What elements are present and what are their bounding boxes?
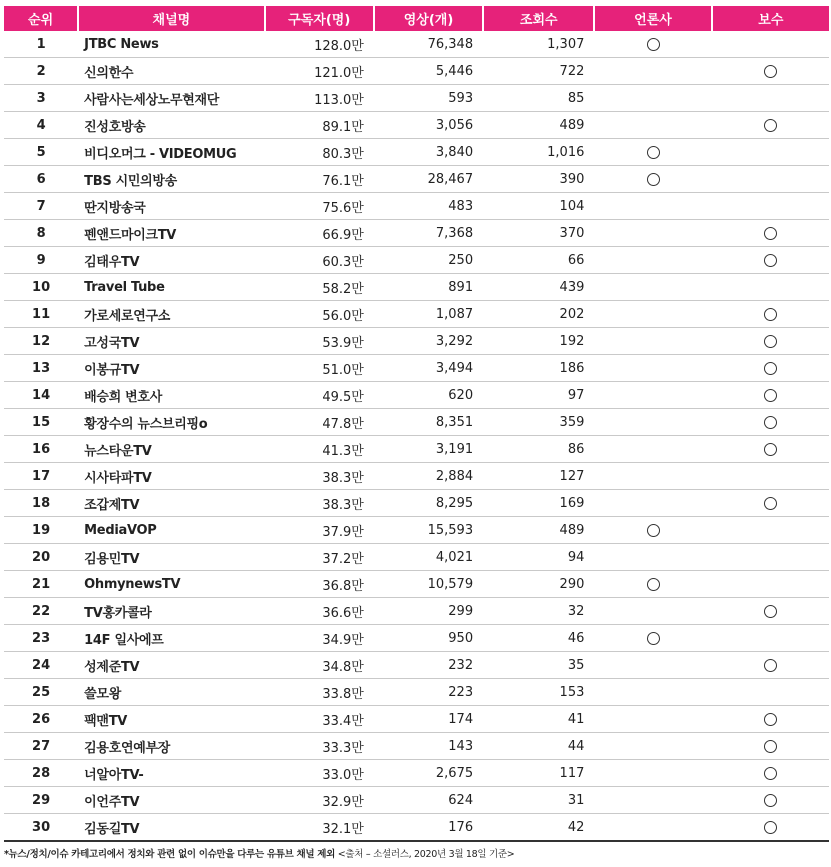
- row-channel-name: 이봉규TV: [78, 355, 264, 382]
- row-videos: 28,467: [374, 166, 483, 193]
- table-row: [4, 733, 829, 760]
- row-videos: 3,191: [374, 436, 483, 463]
- row-rank: 23: [4, 625, 78, 652]
- table-row: [4, 625, 829, 652]
- row-videos: 1,087: [374, 301, 483, 328]
- table-row: [4, 85, 829, 112]
- row-conservative-flag: [712, 490, 829, 517]
- row-press-flag: [594, 490, 711, 517]
- circle-mark-icon: [647, 632, 660, 645]
- footnote: [4, 846, 514, 860]
- row-rank: 9: [4, 247, 78, 274]
- table-row: [4, 787, 829, 814]
- row-rank: 7: [4, 193, 78, 220]
- row-subscribers: 66.9만: [265, 220, 374, 247]
- row-channel-name: 성제준TV: [78, 652, 264, 679]
- row-videos: 15,593: [374, 517, 483, 544]
- row-videos: 593: [374, 85, 483, 112]
- row-press-flag: [594, 328, 711, 355]
- row-rank: 30: [4, 814, 78, 842]
- table-row: [4, 679, 829, 706]
- row-press-flag: [594, 112, 711, 139]
- table-row: [4, 382, 829, 409]
- row-subscribers: 36.8만: [265, 571, 374, 598]
- row-rank: 27: [4, 733, 78, 760]
- row-conservative-flag: [712, 679, 829, 706]
- row-subscribers: 32.9만: [265, 787, 374, 814]
- row-videos: 4,021: [374, 544, 483, 571]
- row-rank: 1: [4, 31, 78, 58]
- row-conservative-flag: [712, 274, 829, 301]
- row-conservative-flag: [712, 31, 829, 58]
- row-videos: 232: [374, 652, 483, 679]
- row-videos: 143: [374, 733, 483, 760]
- row-conservative-flag: [712, 247, 829, 274]
- table-row: [4, 166, 829, 193]
- row-channel-name: 뉴스타운TV: [78, 436, 264, 463]
- row-views: 290: [483, 571, 594, 598]
- row-views: 42: [483, 814, 594, 842]
- row-views: 31: [483, 787, 594, 814]
- row-rank: 6: [4, 166, 78, 193]
- row-channel-name: 김태우TV: [78, 247, 264, 274]
- table-body: [4, 31, 829, 841]
- row-channel-name: MediaVOP: [78, 517, 264, 544]
- row-views: 104: [483, 193, 594, 220]
- row-rank: 24: [4, 652, 78, 679]
- row-subscribers: 89.1만: [265, 112, 374, 139]
- row-videos: 250: [374, 247, 483, 274]
- row-views: 489: [483, 517, 594, 544]
- circle-mark-icon: [764, 821, 777, 834]
- row-videos: 8,295: [374, 490, 483, 517]
- row-conservative-flag: [712, 409, 829, 436]
- row-conservative-flag: [712, 652, 829, 679]
- row-channel-name: OhmynewsTV: [78, 571, 264, 598]
- table-row: [4, 490, 829, 517]
- row-conservative-flag: [712, 706, 829, 733]
- circle-mark-icon: [764, 254, 777, 267]
- row-subscribers: 76.1만: [265, 166, 374, 193]
- row-videos: 174: [374, 706, 483, 733]
- row-rank: 20: [4, 544, 78, 571]
- row-press-flag: [594, 382, 711, 409]
- row-views: 722: [483, 58, 594, 85]
- row-videos: 7,368: [374, 220, 483, 247]
- row-channel-name: 쓸모왕: [78, 679, 264, 706]
- row-subscribers: 33.3만: [265, 733, 374, 760]
- row-views: 97: [483, 382, 594, 409]
- row-views: 117: [483, 760, 594, 787]
- row-subscribers: 36.6만: [265, 598, 374, 625]
- row-press-flag: [594, 598, 711, 625]
- table-row: [4, 247, 829, 274]
- row-subscribers: 33.0만: [265, 760, 374, 787]
- row-views: 94: [483, 544, 594, 571]
- row-channel-name: 김용민TV: [78, 544, 264, 571]
- row-press-flag: [594, 193, 711, 220]
- row-press-flag: [594, 31, 711, 58]
- table-row: [4, 544, 829, 571]
- row-subscribers: 75.6만: [265, 193, 374, 220]
- row-press-flag: [594, 814, 711, 842]
- row-conservative-flag: [712, 571, 829, 598]
- row-rank: 10: [4, 274, 78, 301]
- row-rank: 19: [4, 517, 78, 544]
- row-press-flag: [594, 652, 711, 679]
- row-views: 370: [483, 220, 594, 247]
- row-views: 192: [483, 328, 594, 355]
- row-rank: 29: [4, 787, 78, 814]
- row-views: 1,307: [483, 31, 594, 58]
- row-channel-name: 시사타파TV: [78, 463, 264, 490]
- row-conservative-flag: [712, 436, 829, 463]
- row-subscribers: 49.5만: [265, 382, 374, 409]
- row-conservative-flag: [712, 112, 829, 139]
- row-videos: 620: [374, 382, 483, 409]
- row-conservative-flag: [712, 463, 829, 490]
- row-channel-name: TBS 시민의방송: [78, 166, 264, 193]
- footnote-source: <출처 – 소셜러스, 2020년 3월 18일 기준>: [337, 849, 515, 860]
- row-subscribers: 128.0만: [265, 31, 374, 58]
- row-conservative-flag: [712, 733, 829, 760]
- row-rank: 16: [4, 436, 78, 463]
- circle-mark-icon: [764, 605, 777, 618]
- row-conservative-flag: [712, 301, 829, 328]
- table-row: [4, 409, 829, 436]
- header-conservative: 보수: [712, 6, 829, 31]
- channel-ranking-table: [4, 6, 829, 842]
- row-subscribers: 41.3만: [265, 436, 374, 463]
- header-rank: 순위: [4, 6, 78, 31]
- table-row: [4, 112, 829, 139]
- table-header: [4, 6, 829, 31]
- row-conservative-flag: [712, 58, 829, 85]
- row-subscribers: 33.8만: [265, 679, 374, 706]
- table-row: [4, 193, 829, 220]
- row-views: 32: [483, 598, 594, 625]
- table-row: [4, 274, 829, 301]
- row-subscribers: 33.4만: [265, 706, 374, 733]
- row-videos: 299: [374, 598, 483, 625]
- row-channel-name: 비디오머그 - VIDEOMUG: [78, 139, 264, 166]
- row-rank: 18: [4, 490, 78, 517]
- row-conservative-flag: [712, 193, 829, 220]
- table-row: [4, 220, 829, 247]
- table-row: [4, 598, 829, 625]
- row-videos: 223: [374, 679, 483, 706]
- table-row: [4, 652, 829, 679]
- table-row: [4, 517, 829, 544]
- row-views: 186: [483, 355, 594, 382]
- row-press-flag: [594, 679, 711, 706]
- row-channel-name: 팩맨TV: [78, 706, 264, 733]
- row-rank: 14: [4, 382, 78, 409]
- row-conservative-flag: [712, 760, 829, 787]
- row-conservative-flag: [712, 814, 829, 842]
- row-press-flag: [594, 85, 711, 112]
- row-views: 86: [483, 436, 594, 463]
- row-videos: 3,292: [374, 328, 483, 355]
- circle-mark-icon: [764, 227, 777, 240]
- row-views: 85: [483, 85, 594, 112]
- circle-mark-icon: [647, 578, 660, 591]
- row-subscribers: 121.0만: [265, 58, 374, 85]
- row-subscribers: 53.9만: [265, 328, 374, 355]
- row-views: 41: [483, 706, 594, 733]
- row-videos: 2,675: [374, 760, 483, 787]
- row-videos: 891: [374, 274, 483, 301]
- row-views: 202: [483, 301, 594, 328]
- row-rank: 26: [4, 706, 78, 733]
- row-channel-name: Travel Tube: [78, 274, 264, 301]
- row-rank: 17: [4, 463, 78, 490]
- row-subscribers: 32.1만: [265, 814, 374, 842]
- row-subscribers: 38.3만: [265, 490, 374, 517]
- row-press-flag: [594, 301, 711, 328]
- row-press-flag: [594, 166, 711, 193]
- circle-mark-icon: [764, 308, 777, 321]
- row-press-flag: [594, 760, 711, 787]
- header-press: 언론사: [594, 6, 711, 31]
- circle-mark-icon: [764, 659, 777, 672]
- row-videos: 76,348: [374, 31, 483, 58]
- row-subscribers: 80.3만: [265, 139, 374, 166]
- row-channel-name: JTBC News: [78, 31, 264, 58]
- row-subscribers: 58.2만: [265, 274, 374, 301]
- row-channel-name: 14F 일사에프: [78, 625, 264, 652]
- row-conservative-flag: [712, 598, 829, 625]
- row-videos: 483: [374, 193, 483, 220]
- row-views: 1,016: [483, 139, 594, 166]
- table-row: [4, 301, 829, 328]
- row-videos: 176: [374, 814, 483, 842]
- row-channel-name: 배승희 변호사: [78, 382, 264, 409]
- header-subscribers: 구독자(명): [265, 6, 374, 31]
- circle-mark-icon: [647, 38, 660, 51]
- row-videos: 3,056: [374, 112, 483, 139]
- circle-mark-icon: [764, 794, 777, 807]
- table-row: [4, 328, 829, 355]
- row-conservative-flag: [712, 166, 829, 193]
- row-rank: 22: [4, 598, 78, 625]
- table-row: [4, 814, 829, 842]
- row-subscribers: 37.2만: [265, 544, 374, 571]
- row-channel-name: 김동길TV: [78, 814, 264, 842]
- row-videos: 10,579: [374, 571, 483, 598]
- row-press-flag: [594, 247, 711, 274]
- circle-mark-icon: [647, 146, 660, 159]
- row-rank: 25: [4, 679, 78, 706]
- row-press-flag: [594, 58, 711, 85]
- row-press-flag: [594, 733, 711, 760]
- row-conservative-flag: [712, 544, 829, 571]
- row-rank: 5: [4, 139, 78, 166]
- row-channel-name: 진성호방송: [78, 112, 264, 139]
- circle-mark-icon: [764, 740, 777, 753]
- row-videos: 5,446: [374, 58, 483, 85]
- row-views: 439: [483, 274, 594, 301]
- row-views: 169: [483, 490, 594, 517]
- circle-mark-icon: [764, 416, 777, 429]
- row-conservative-flag: [712, 328, 829, 355]
- row-views: 35: [483, 652, 594, 679]
- row-views: 127: [483, 463, 594, 490]
- row-views: 359: [483, 409, 594, 436]
- circle-mark-icon: [647, 524, 660, 537]
- circle-mark-icon: [764, 713, 777, 726]
- header-channel-name: 채널명: [78, 6, 264, 31]
- row-videos: 624: [374, 787, 483, 814]
- circle-mark-icon: [764, 389, 777, 402]
- circle-mark-icon: [764, 335, 777, 348]
- circle-mark-icon: [764, 497, 777, 510]
- row-videos: 3,494: [374, 355, 483, 382]
- row-conservative-flag: [712, 382, 829, 409]
- row-views: 66: [483, 247, 594, 274]
- row-views: 153: [483, 679, 594, 706]
- table-row: [4, 139, 829, 166]
- row-videos: 8,351: [374, 409, 483, 436]
- row-subscribers: 37.9만: [265, 517, 374, 544]
- row-conservative-flag: [712, 787, 829, 814]
- row-subscribers: 38.3만: [265, 463, 374, 490]
- row-channel-name: 황장수의 뉴스브리핑o: [78, 409, 264, 436]
- circle-mark-icon: [764, 362, 777, 375]
- row-channel-name: 고성국TV: [78, 328, 264, 355]
- row-views: 489: [483, 112, 594, 139]
- row-rank: 13: [4, 355, 78, 382]
- row-channel-name: 사람사는세상노무현재단: [78, 85, 264, 112]
- row-subscribers: 113.0만: [265, 85, 374, 112]
- table-row: [4, 436, 829, 463]
- row-rank: 2: [4, 58, 78, 85]
- table-row: [4, 463, 829, 490]
- row-press-flag: [594, 787, 711, 814]
- row-rank: 12: [4, 328, 78, 355]
- row-press-flag: [594, 517, 711, 544]
- row-channel-name: 너알아TV-: [78, 760, 264, 787]
- row-channel-name: 가로세로연구소: [78, 301, 264, 328]
- row-rank: 3: [4, 85, 78, 112]
- table-row: [4, 58, 829, 85]
- row-views: 46: [483, 625, 594, 652]
- row-press-flag: [594, 463, 711, 490]
- row-subscribers: 60.3만: [265, 247, 374, 274]
- header-views: 조회수: [483, 6, 594, 31]
- table-row: [4, 31, 829, 58]
- row-conservative-flag: [712, 625, 829, 652]
- row-subscribers: 34.8만: [265, 652, 374, 679]
- row-channel-name: 이언주TV: [78, 787, 264, 814]
- row-views: 44: [483, 733, 594, 760]
- row-press-flag: [594, 625, 711, 652]
- circle-mark-icon: [764, 65, 777, 78]
- row-press-flag: [594, 139, 711, 166]
- row-press-flag: [594, 355, 711, 382]
- row-press-flag: [594, 220, 711, 247]
- row-subscribers: 34.9만: [265, 625, 374, 652]
- row-channel-name: 신의한수: [78, 58, 264, 85]
- row-rank: 8: [4, 220, 78, 247]
- row-rank: 4: [4, 112, 78, 139]
- row-subscribers: 51.0만: [265, 355, 374, 382]
- table-row: [4, 355, 829, 382]
- row-press-flag: [594, 274, 711, 301]
- row-videos: 2,884: [374, 463, 483, 490]
- table-row: [4, 706, 829, 733]
- header-videos: 영상(개): [374, 6, 483, 31]
- row-rank: 28: [4, 760, 78, 787]
- row-rank: 11: [4, 301, 78, 328]
- row-press-flag: [594, 571, 711, 598]
- row-subscribers: 56.0만: [265, 301, 374, 328]
- row-videos: 3,840: [374, 139, 483, 166]
- row-videos: 950: [374, 625, 483, 652]
- row-press-flag: [594, 544, 711, 571]
- row-views: 390: [483, 166, 594, 193]
- row-channel-name: 조갑제TV: [78, 490, 264, 517]
- row-rank: 21: [4, 571, 78, 598]
- circle-mark-icon: [647, 173, 660, 186]
- row-subscribers: 47.8만: [265, 409, 374, 436]
- footnote-main: *뉴스/정치/이슈 카테고리에서 정치와 관련 없이 이슈만을 다루는 유튜브 채널 제외: [4, 849, 336, 860]
- row-press-flag: [594, 706, 711, 733]
- row-conservative-flag: [712, 139, 829, 166]
- circle-mark-icon: [764, 119, 777, 132]
- row-channel-name: 딴지방송국: [78, 193, 264, 220]
- row-conservative-flag: [712, 517, 829, 544]
- row-channel-name: 펜앤드마이크TV: [78, 220, 264, 247]
- row-conservative-flag: [712, 220, 829, 247]
- row-conservative-flag: [712, 355, 829, 382]
- circle-mark-icon: [764, 443, 777, 456]
- table-row: [4, 760, 829, 787]
- row-channel-name: 김용호연예부장: [78, 733, 264, 760]
- row-conservative-flag: [712, 85, 829, 112]
- circle-mark-icon: [764, 767, 777, 780]
- row-channel-name: TV홍카콜라: [78, 598, 264, 625]
- row-press-flag: [594, 436, 711, 463]
- table-row: [4, 571, 829, 598]
- row-rank: 15: [4, 409, 78, 436]
- row-press-flag: [594, 409, 711, 436]
